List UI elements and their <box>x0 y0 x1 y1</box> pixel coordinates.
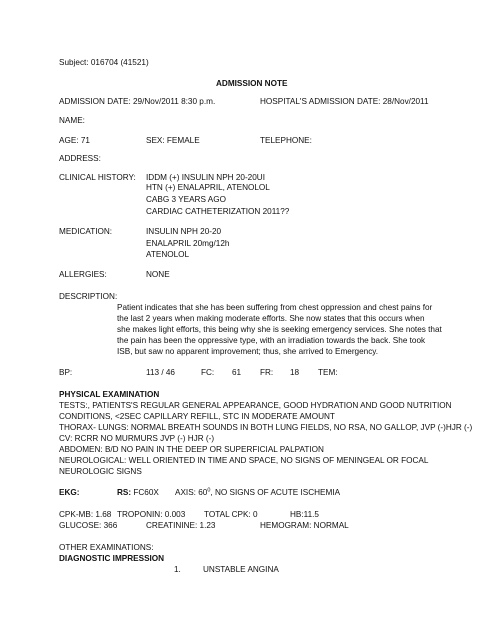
lab-cpk-mb: CPK-MB: 1.68 <box>59 510 112 519</box>
diagnosis-text: UNSTABLE ANGINA <box>203 565 279 574</box>
lab-creatinine: CREATININE: 1.23 <box>146 521 216 530</box>
medication-line: ATENOLOL <box>146 250 190 259</box>
physical-exam-line: THORAX- LUNGS: NORMAL BREATH SOUNDS IN BOTH LUNG FIELDS, NO RSA, NO GALLOP, JVP (-)HJR (-) <box>59 423 473 432</box>
subject-line: Subject: 016704 (41521) <box>59 58 149 67</box>
description-line: Patient indicates that she has been suffering from chest oppression and chest pains for <box>117 303 433 312</box>
fc-label: FC: <box>201 368 215 377</box>
physical-exam-line: NEUROLOGICAL: WELL ORIENTED IN TIME AND SPACE, NO SIGNS OF MENINGEAL OR FOCAL <box>59 456 429 465</box>
physical-exam-heading: PHYSICAL EXAMINATION <box>59 390 160 399</box>
description-line: the pain has been the oppressive type, with an irradiation towards the back. She took <box>117 336 426 345</box>
physical-exam-line: CONDITIONS, <2SEC CAPILLARY REFILL, STC IN MODERATE AMOUNT <box>59 412 335 421</box>
fc-value: 61 <box>232 368 242 377</box>
description-line: ISB, but saw no apparent improvement; thus, she arrived to Emergency. <box>117 347 379 356</box>
physical-exam-line: ABDOMEN: B/D NO PAIN IN THE DEEP OR SUPERFICIAL PALPATION <box>59 445 324 454</box>
fr-label: FR: <box>260 368 274 377</box>
description-label: DESCRIPTION: <box>59 292 118 301</box>
hospital-admission-date: HOSPITAL'S ADMISSION DATE: 28/Nov/2011 <box>260 97 429 106</box>
medication-line: ENALAPRIL 20mg/12h <box>146 239 230 248</box>
rs-value: FC60X <box>133 488 159 497</box>
physical-exam-line: TESTS:, PATIENTS'S REGULAR GENERAL APPEARANCE, GOOD HYDRATION AND GOOD NUTRITION <box>59 401 452 410</box>
other-examinations-label: OTHER EXAMINATIONS: <box>59 543 154 552</box>
axis-suffix: , NO SIGNS OF ACUTE ISCHEMIA <box>210 488 341 497</box>
clinical-history-label: CLINICAL HISTORY: <box>59 173 136 182</box>
clinical-history-line: HTN (+) ENALAPRIL, ATENOLOL <box>146 183 270 192</box>
allergies-value: NONE <box>146 270 170 279</box>
diagnosis-number: 1. <box>174 565 181 574</box>
lab-troponin: TROPONIN: 0.003 <box>117 510 186 519</box>
description-line: she makes light efforts, this being why she is seeking emergency services. She notes that <box>117 325 442 334</box>
bp-label: BP: <box>59 368 73 377</box>
address-label: ADDRESS: <box>59 154 101 163</box>
axis-prefix: AXIS: 60 <box>175 488 208 497</box>
medication-line: INSULIN NPH 20-20 <box>146 227 222 236</box>
physical-exam-line: CV: RCRR NO MURMURS JVP (-) HJR (-) <box>59 434 215 443</box>
description-line: the last 2 years when making moderate efforts. She now states that this occurs when <box>117 314 425 323</box>
rs-label: RS: <box>117 488 132 497</box>
axis-degree: 0 <box>207 487 211 494</box>
lab-total-cpk: TOTAL CPK: 0 <box>204 510 258 519</box>
lab-hb: HB:11.5 <box>290 510 319 519</box>
clinical-history-line: CABG 3 YEARS AGO <box>146 195 226 204</box>
physical-exam-line: NEUROLOGIC SIGNS <box>59 467 142 476</box>
admission-date: ADMISSION DATE: 29/Nov/2011 8:30 p.m. <box>59 97 216 106</box>
ekg-label: EKG: <box>59 488 80 497</box>
bp-value: 113 / 46 <box>146 368 175 377</box>
lab-glucose: GLUCOSE: 366 <box>59 521 118 530</box>
allergies-label: ALLERGIES: <box>59 270 107 279</box>
diagnostic-impression-heading: DIAGNOSTIC IMPRESSION <box>59 554 165 563</box>
telephone-label: TELEPHONE: <box>260 136 312 145</box>
medication-label: MEDICATION: <box>59 227 113 236</box>
clinical-history-line: IDDM (+) INSULIN NPH 20-20UI <box>146 173 265 182</box>
ekg-axis <box>175 488 340 498</box>
lab-hemogram: HEMOGRAM: NORMAL <box>260 521 349 530</box>
clinical-history-line: CARDIAC CATHETERIZATION 2011?? <box>146 207 290 216</box>
name-label: NAME: <box>59 116 85 125</box>
tem-label: TEM: <box>318 368 338 377</box>
fr-value: 18 <box>290 368 300 377</box>
age-field: AGE: 71 <box>59 136 90 145</box>
document-title: ADMISSION NOTE <box>216 79 288 88</box>
sex-field: SEX: FEMALE <box>146 136 200 145</box>
ekg-rs <box>117 488 159 498</box>
